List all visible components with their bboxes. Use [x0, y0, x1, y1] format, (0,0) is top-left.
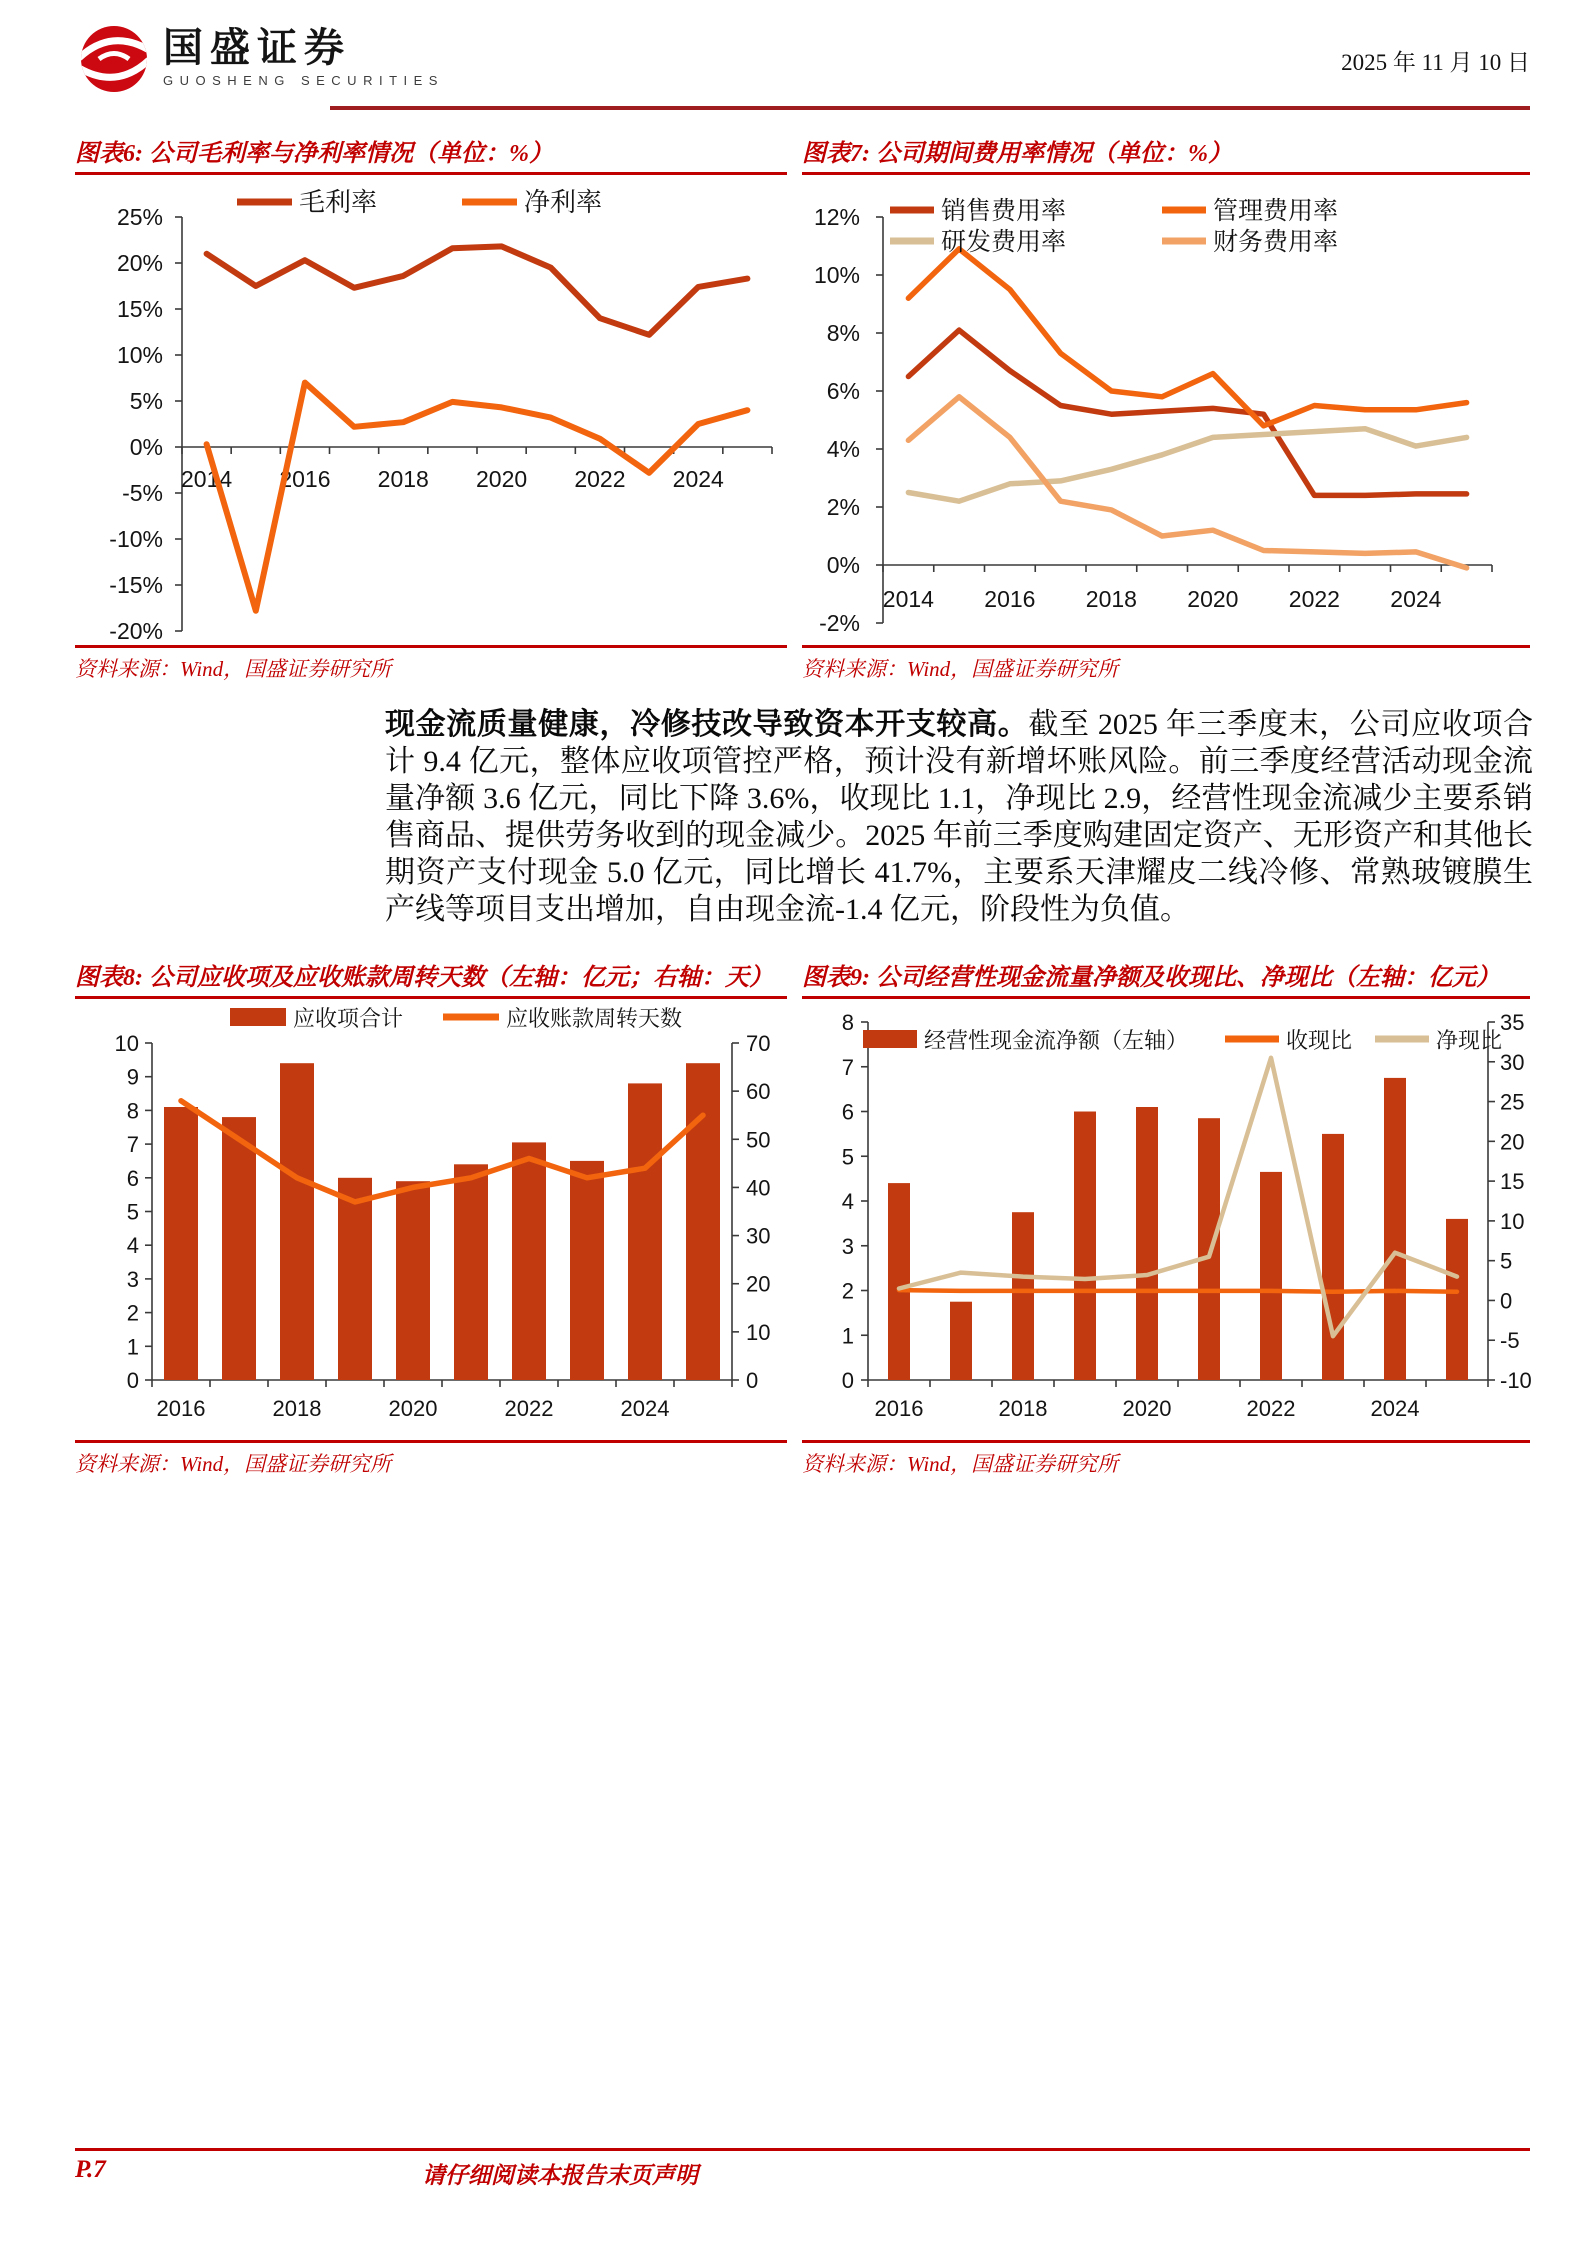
x-axis-label: 2018 [998, 1396, 1048, 1421]
figure-7 [802, 136, 1530, 683]
bar [338, 1178, 372, 1380]
right-y-axis-label: 10 [746, 1319, 771, 1345]
x-axis-label: 2024 [1370, 1396, 1420, 1421]
y-axis-label: 0 [126, 1368, 139, 1393]
legend-label: 销售费用率 [941, 197, 1067, 225]
y-axis-label: 5 [126, 1199, 139, 1225]
y-axis-label: 3 [126, 1266, 139, 1292]
right-y-axis-label: 10 [1500, 1208, 1525, 1234]
x-axis-label: 2020 [1187, 586, 1239, 612]
bar [686, 1063, 720, 1380]
x-axis-label: 2022 [1246, 1396, 1296, 1421]
figure-7-source: 资料来源：Wind，国盛证券研究所 [802, 657, 1119, 681]
y-axis-label: -15% [109, 572, 163, 598]
body-paragraph [385, 706, 1533, 928]
paragraph-lead-bold: 现金流质量健康，冷修技改导致资本开支较高。 [385, 708, 1029, 741]
footer-disclaimer: 请仔细阅读本报告末页声明 [422, 2163, 698, 2188]
footer-page-number: P.7 [75, 2156, 106, 2183]
line-series [908, 397, 1466, 568]
y-axis-label: -2% [819, 610, 860, 636]
x-axis-label: 2024 [1390, 586, 1442, 612]
y-axis-label: 8 [126, 1098, 139, 1124]
bar [1322, 1134, 1344, 1380]
legend-swatch-bar [230, 1008, 286, 1026]
y-axis-label: 0% [129, 434, 163, 460]
chart-receivables-turnover [75, 999, 787, 1440]
x-axis-label: 2022 [574, 466, 626, 492]
right-y-axis-label: 0 [1500, 1288, 1513, 1314]
bar [1198, 1118, 1220, 1380]
bar [1260, 1172, 1282, 1380]
right-y-axis-label: 70 [746, 1031, 771, 1056]
x-axis-label: 2014 [882, 586, 934, 612]
x-axis-label: 2024 [620, 1396, 670, 1421]
legend-label: 财务费用率 [1213, 228, 1339, 256]
figure-9-title: 图表9: 公司经营性现金流量净额及收现比、净现比（左轴：亿元） [802, 965, 1500, 991]
line-series [181, 1101, 703, 1202]
right-y-axis-label: 60 [746, 1079, 771, 1105]
bar [512, 1142, 546, 1380]
right-y-axis-label: 15 [1500, 1169, 1525, 1195]
bar-series [164, 1063, 720, 1380]
chart-operating-cashflow [802, 999, 1530, 1440]
right-y-axis-label: 20 [1500, 1129, 1525, 1155]
chart-gross-net-margin [75, 175, 787, 645]
y-axis-label: 4% [826, 436, 860, 462]
figure-8-title: 图表8: 公司应收项及应收账款周转天数（左轴：亿元；右轴：天） [75, 965, 773, 991]
figure-8-source: 资料来源：Wind，国盛证券研究所 [75, 1452, 392, 1476]
legend-label: 应收项合计 [293, 1006, 404, 1031]
right-y-axis-label: -10 [1500, 1368, 1532, 1393]
legend-label: 收现比 [1286, 1028, 1353, 1053]
y-axis-label: 10 [114, 1031, 139, 1056]
figure-9 [802, 960, 1530, 1478]
report-date: 2025 年 11 月 10 日 [1341, 50, 1530, 75]
y-axis-label: 4 [126, 1233, 139, 1259]
paragraph-body-text: 截至 2025 年三季度末，公司应收项合计 9.4 亿元，整体应收项管控严格，预计没有新增坏账风险。前三季度经营活动现金流量净额 3.6 亿元，同比下降 3.6%，收现比 1.1，净现比 2.9，经营性现金流减少主要系销售商品、提供劳务收到的现金减少。2025 年前三季度购建固定资产、无形资产和其他长期资产支付现金 5.0 亿元，同比增长 41.7%，主要系天津耀皮二线冷修、常熟玻镀膜生产线等项目支出增加，自由现金流-1.4 亿元，阶段性为负值。 [385, 708, 1534, 926]
guosheng-logo-icon [75, 20, 153, 98]
right-y-axis-label: 5 [1500, 1248, 1513, 1274]
x-axis-label: 2020 [1122, 1396, 1172, 1421]
right-y-axis-label: 50 [746, 1127, 771, 1153]
right-y-axis-label: 30 [1500, 1049, 1525, 1075]
y-axis-label: 10% [813, 262, 860, 288]
bar [1136, 1107, 1158, 1380]
y-axis-label: 2 [126, 1300, 139, 1326]
y-axis-label: 9 [126, 1064, 139, 1090]
bar-series [888, 1078, 1468, 1380]
y-axis-label: 6 [841, 1099, 854, 1125]
y-axis-label: 20% [116, 250, 163, 276]
x-axis-label: 2024 [672, 466, 724, 492]
figure-6-title: 图表6: 公司毛利率与净利率情况（单位：%） [75, 141, 553, 167]
y-axis-label: 2 [841, 1278, 854, 1304]
y-axis-label: -20% [109, 618, 163, 644]
right-y-axis-label: 0 [746, 1368, 759, 1393]
bar [1074, 1112, 1096, 1381]
chart-expense-ratios [802, 175, 1530, 645]
y-axis-label: 4 [841, 1189, 854, 1214]
line-series [899, 1290, 1457, 1292]
right-y-axis-label: 40 [746, 1175, 771, 1201]
line-series [899, 1058, 1457, 1336]
bar [888, 1183, 910, 1380]
y-axis-label: 15% [116, 296, 163, 322]
y-axis-label: 8 [841, 1010, 854, 1035]
legend-label: 净利率 [524, 187, 603, 217]
y-axis-label: 8% [826, 320, 860, 346]
x-axis-label: 2020 [388, 1396, 438, 1421]
right-y-axis-label: 35 [1500, 1010, 1525, 1035]
bar [1384, 1078, 1406, 1380]
header-rule [330, 106, 1530, 110]
right-y-axis-label: -5 [1500, 1328, 1520, 1354]
y-axis-label: 25% [116, 204, 163, 230]
right-y-axis-label: 25 [1500, 1089, 1525, 1115]
y-axis-label: 0% [826, 552, 860, 578]
x-axis-label: 2018 [272, 1396, 322, 1421]
line-series [207, 246, 748, 334]
logo-en-text: GUOSHENG SECURITIES [163, 73, 444, 88]
bar [222, 1117, 256, 1380]
bar [164, 1107, 198, 1380]
line-series [908, 330, 1466, 495]
x-axis-label: 2018 [377, 466, 429, 492]
line-series [207, 383, 748, 611]
header-logo [75, 20, 444, 98]
x-axis-label: 2016 [279, 466, 331, 492]
right-y-axis-label: 20 [746, 1271, 771, 1297]
x-axis-label: 2014 [180, 466, 233, 492]
y-axis-label: 5 [841, 1144, 854, 1170]
y-axis-label: 0 [841, 1368, 854, 1393]
bar [570, 1161, 604, 1380]
y-axis-label: 10% [116, 342, 163, 368]
x-axis-label: 2016 [984, 586, 1036, 612]
y-axis-label: 7 [841, 1054, 854, 1080]
legend-label: 研发费用率 [941, 228, 1067, 256]
y-axis-label: 1 [126, 1334, 139, 1360]
bar [396, 1181, 430, 1380]
figure-7-title: 图表7: 公司期间费用率情况（单位：%） [802, 141, 1232, 167]
y-axis-label: 6% [826, 378, 860, 404]
y-axis-label: 1 [841, 1323, 854, 1349]
x-axis-label: 2018 [1085, 586, 1137, 612]
x-axis-label: 2022 [504, 1396, 554, 1421]
right-y-axis-label: 30 [746, 1223, 771, 1249]
legend-label: 管理费用率 [1213, 197, 1339, 225]
footer-rule [75, 2148, 1530, 2151]
y-axis-label: 2% [826, 494, 860, 520]
x-axis-label: 2016 [156, 1396, 206, 1421]
y-axis-label: -5% [122, 480, 163, 506]
figure-8 [75, 960, 787, 1478]
y-axis-label: 12% [813, 204, 860, 230]
figure-6-source: 资料来源：Wind，国盛证券研究所 [75, 657, 392, 681]
y-axis-label: 3 [841, 1233, 854, 1259]
legend-label: 毛利率 [299, 187, 378, 217]
bar [454, 1164, 488, 1380]
line-series [908, 429, 1466, 502]
bar [628, 1083, 662, 1380]
legend-label: 经营性现金流净额（左轴） [924, 1028, 1189, 1053]
bar [1012, 1212, 1034, 1380]
legend-label: 净现比 [1436, 1028, 1503, 1053]
x-axis-label: 2020 [475, 466, 528, 492]
y-axis-label: 7 [126, 1132, 139, 1158]
line-series [908, 249, 1466, 426]
bar [950, 1302, 972, 1380]
bar [280, 1063, 314, 1380]
y-axis-label: 5% [129, 388, 163, 414]
bar [1446, 1219, 1468, 1380]
x-axis-label: 2022 [1288, 586, 1340, 612]
x-axis-label: 2016 [874, 1396, 924, 1421]
logo-cn-text: 国盛证券 [163, 25, 351, 70]
legend-label: 应收账款周转天数 [506, 1006, 683, 1031]
y-axis-label: 6 [126, 1165, 139, 1191]
y-axis-label: -10% [109, 526, 163, 552]
legend-swatch-bar [863, 1030, 917, 1048]
figure-6 [75, 136, 787, 683]
figure-9-source: 资料来源：Wind，国盛证券研究所 [802, 1452, 1119, 1476]
